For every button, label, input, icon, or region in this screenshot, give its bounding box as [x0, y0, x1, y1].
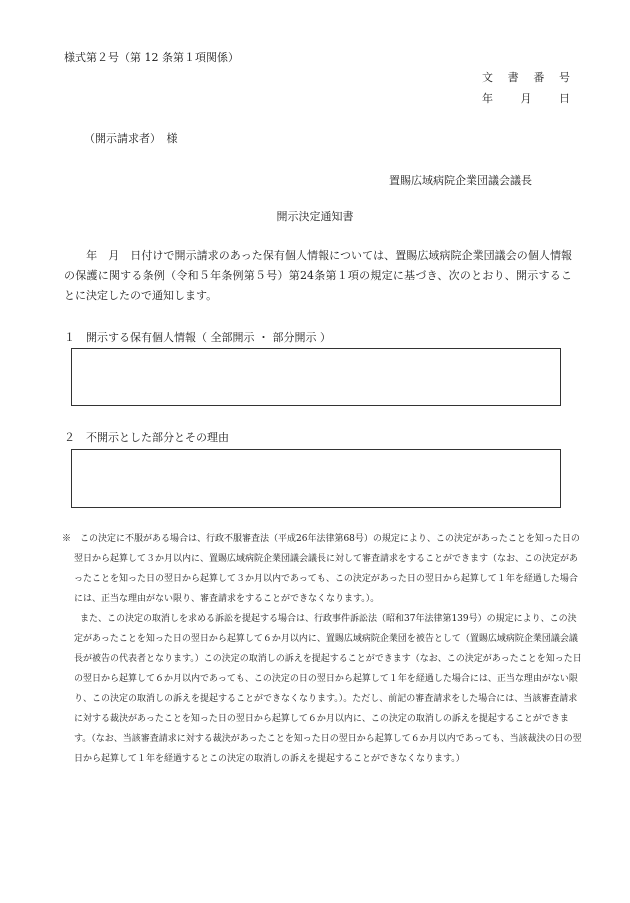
note-appeal: ※ この決定に不服がある場合は、行政不服審査法（平成26年法律第68号）の規定により、この決定があったことを知った日の翌日から起算して３か月以内に、置賜広域病院企業団議会議長に対して審査請求をすることができます（なお、この決定があったことを知った日の翌日から起算して３か月以内であっても、この決定があった日の翌日から起算して１年を経過した場合には、正当な理由がない限り、審査請求をすることができなくなります。）。 — [62, 534, 580, 604]
section2-content-box — [71, 449, 561, 508]
notes-block — [62, 529, 582, 769]
document-number-label: 文書番号 — [482, 71, 570, 84]
date-label: 年 月 日 — [482, 92, 570, 105]
body-text — [64, 246, 572, 306]
section2-heading: ２ 不開示とした部分とその理由 — [64, 431, 229, 444]
addressee-line: （開示請求者） 様 — [84, 132, 178, 145]
note-lawsuit: また、この決定の取消しを求める訴訟を提起する場合は、行政事件訴訟法（昭和37年法律第139号）の規定により、この決定があったことを知った日の翌日から起算して６か月以内に、置賜広域病院企業団を被告として（置賜広域病院企業団議会議長が被告の代表者となります。）この決定の取消しの訴えを提起することができます（なお、この決定があったことを知った日の翌日から起算して６か月以内であっても、この決定の日の翌日から起算して１年を経過した場合には、正当な理由がない限り、この決定の取消しの訴えを提起することができなくなります。）。ただし、前記の審査請求をした場合には、当該審査請求に対する裁決があったことを知った日の翌日から起算して６か月以内に、この決定の取消しの訴えを提起することができます。（なお、当該審査請求に対する裁決があったことを知った日の翌日から起算して６か月以内であっても、当該裁決の日の翌日から起算して１年を経過するとこの決定の取消しの訴えを提起することができなくなります。） — [74, 614, 582, 764]
body-paragraph: 年 月 日付けで開示請求のあった保有個人情報については、置賜広域病院企業団議会の個人情報の保護に関する条例（令和５年条例第５号）第24条第１項の規定に基づき、次のとおり、開示することに決定したので通知します。 — [64, 249, 572, 302]
document-title: 開示決定通知書 — [276, 210, 354, 223]
section1-content-box — [71, 348, 561, 406]
form-number: 様式第２号（第 12 条第１項関係） — [64, 51, 239, 64]
issuer-name: 置賜広域病院企業団議会議長 — [389, 174, 532, 187]
section1-heading: １ 開示する保有個人情報（ 全部開示 ・ 部分開示 ） — [64, 331, 331, 344]
